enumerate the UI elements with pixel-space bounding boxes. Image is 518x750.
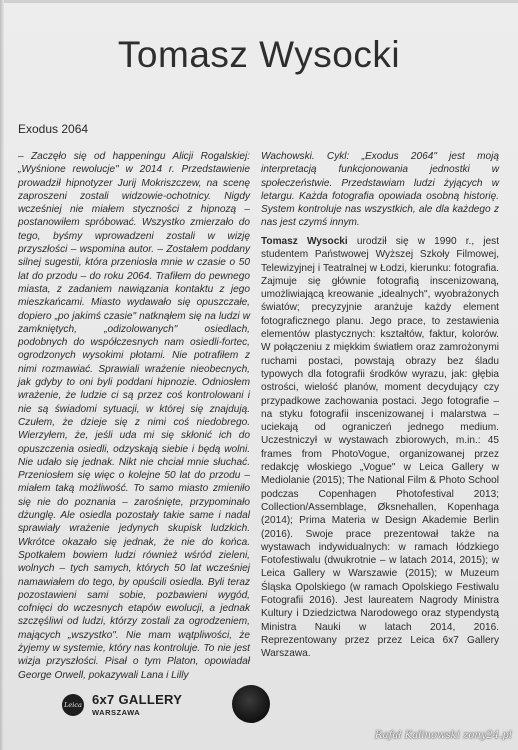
gallery-name: 6x7 GALLERY xyxy=(92,692,183,707)
gallery-wordmark xyxy=(92,692,182,717)
page-title: Tomasz Wysocki xyxy=(117,34,401,75)
board-left-edge xyxy=(0,0,4,750)
statement-text-left xyxy=(18,150,250,682)
statement-continuation: Wachowski. Cykl: „Exodus 2064" jest moją interpretacją funkcjonowania jednostki w społeczeństwie. Przedstawiam ludzi żyjących w letargu. Każda fotografia opowiada osobną historię. System kontroluje nas wszystkich, ale dla każdego z nas jest czymś innym. xyxy=(261,151,499,229)
series-title: Exodus 2064 xyxy=(18,122,89,136)
statement-text-right xyxy=(261,150,499,230)
statement-paragraph: – Zaczęło się od happeningu Alicji Rogalskiej: „Wyśnione rewolucje" w 2014 r. Przedstawienie prowadził hipnotyzer Jurij Mokriszczew, na scenę zaproszeni zostali widzowie-ochotnicy. Nigdy wcześniej nie miałem styczności z hipnozą – postanowiłem spróbować. Wszystko zmierzało do tego, byśmy wprowadzeni zostali w wizję przyszłości – wspomina autor. – Zostałem poddany silnej sugestii, która przeniosła mnie w czasie o 50 lat do przodu – do roku 2064. Trafiłem do pewnego miasta, z zadaniem nawiązania kontaktu z jego mieszkańcami. Miasto wydawało się opuszczałe, dopiero „po jakimś czasie" natknąłem się na ludzi w zamkniętych, „odizolowanych" osiedlach, podobnych do współczesnych nam osiedli-fortec, ogrodzonych wysokimi płotami. Nie potrafiłem z nimi rozmawiać. Sprawiali wrażenie nieobecnych, jak gdyby to oni byli poddani hipnozie. Odniosłem wrażenie, że ludzie ci są przez coś kontrolowani i nie są świadomi sytuacji, w której się znajdują. Czułem, że dzieje się z nimi coś niedobrego. Wierzyłem, że, jeśli uda mi się skłonić ich do opuszczenia osiedli, odzyskają siebie i będą wolni. Nie udało się jednak. Nikt nie chciał mnie słuchać. Przeniosłem się więc o kolejne 50 lat do przodu – miałem taką możliwość. To samo miasto zmieniło się nie do poznania – zarośnięte, przypominało dżunglę. Ale osiedla pozostały takie same i nadal sprawiały wrażenie jedynych skupisk ludzkich. Wkrótce okazało się jednak, że nie do końca. Spotkałem bowiem ludzi również wśród zieleni, wolnych – tych samych, których 50 lat wcześniej namawiałem do tego, by opuścili osiedla. Byli teraz pozostawieni sami sobie, pozbawieni wygód, cofnięci do wczesnych etapów ewolucji, a jednak szczęśliwi od ludzi, którzy zostali za ogrodzeniem, mających „wszystko". Nie mam wątpliwości, że żyjemy w systemie, który nas kontroluje. To nie jest wizja przyszłości. Pisał o tym Platon, opowiadał George Orwell, pokazywali Lana i Lilly xyxy=(18,151,250,681)
leica-logo-text: Leica xyxy=(64,700,82,709)
bio-paragraph xyxy=(261,235,499,661)
gallery-city: WARSZAWA xyxy=(92,708,141,717)
bio-artist-name: Tomasz Wysocki xyxy=(261,236,348,247)
gallery-logo xyxy=(62,692,182,717)
artist-bio xyxy=(261,235,499,661)
leica-logo-icon xyxy=(62,694,84,716)
circle-emblem-icon xyxy=(232,685,270,723)
board-top-edge xyxy=(0,0,518,3)
photo-watermark: Rafał Kalinowski zony24.pl xyxy=(374,730,512,741)
bio-text: urodził się w 1990 r., jest studentem Państwowej Wyższej Szkoły Filmowej, Telewizyjnej i Teatralnej w Łodzi, kierunku: fotografia. Zajmuje się głównie fotografią inscenizowaną, umożliwiającą kreowanie „idealnych", wyobrażonych światów; precyzyjnie aranżuje każdy element fotograficznego planu. Jego prace, to zestawienia elementów plastycznych: kształtów, faktur, kolorów. W połączeniu z miękkim światłem oraz zamrożonymi ruchami postaci, powstają obrazy bez śladu typowych dla fotografii środków wyrazu, jak: głębia ostrości, wielość planów, moment decydujący czy przypadkowe zachowania postaci. Jego fotografie – na styku fotografii inscenizowanej i malarstwa – uciekają od ograniczeń jednego medium. Uczestniczył w wystawach zbiorowych, m.in.: 45 frames from PhotoVogue, organizowanej przez redakcję włoskiego „Vogue" w Leica Gallery w Mediolanie (2015); The National Film & Photo School podczas Copenhagen Photofestival 2013; Collection/Assemblage, Øksnehallen, Kopenhaga (2014); Prima Materia w Design Akademie Berlin (2016). Swoje prace prezentował także na wystawach indywidualnych: w ramach łódzkiego Fotofestiwalu (dwukrotnie – w latach 2014, 2015); w Leica Gallery w Warszawie (2015); w Muzeum Śląska Opolskiego (w ramach Opolskiego Festiwalu Fotografii 2016). Jest laureatem Nagrody Ministra Kultury i Dziedzictwa Narodowego oraz stypendystą Ministra Nauki w latach 2014, 2016. Reprezentowany przez przez Leica 6x7 Gallery Warszawa. xyxy=(261,236,500,660)
